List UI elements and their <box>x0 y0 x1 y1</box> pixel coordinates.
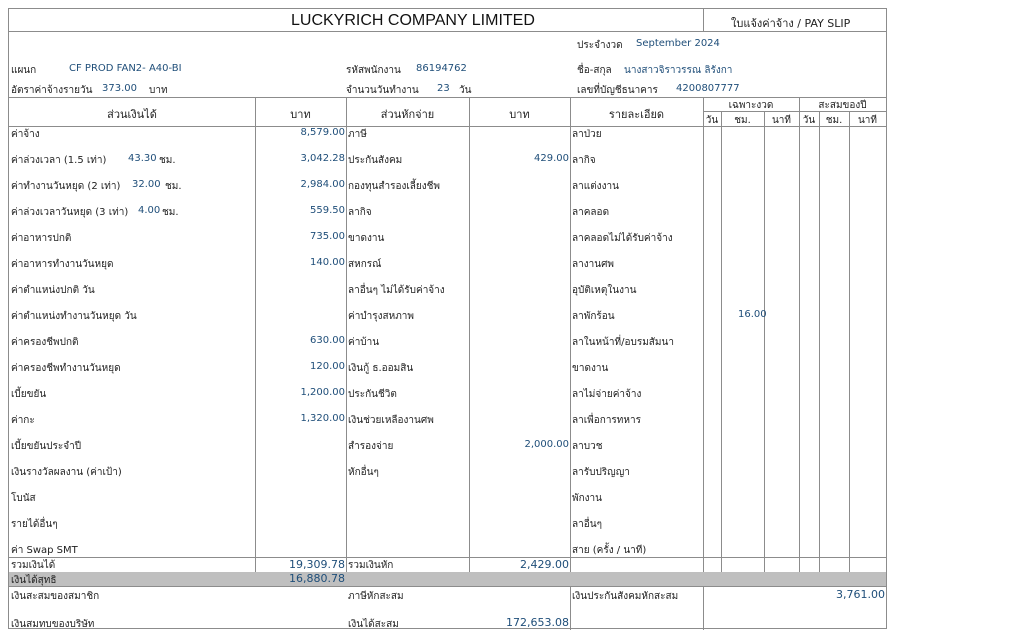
total-income-value: 19,309.78 <box>289 558 345 571</box>
leave-label-15: ลาอื่นๆ <box>572 519 602 530</box>
tax-accum-label: ภาษีหักสะสม <box>348 591 404 602</box>
dept-label: แผนก <box>11 65 37 76</box>
income-value-10: 1,200.00 <box>300 387 345 398</box>
leave-label-3: ลาคลอด <box>572 207 610 218</box>
total-deduction-value: 2,429.00 <box>520 558 569 571</box>
header-baht-deduction: บาท <box>509 108 530 121</box>
header-income: ส่วนเงินได้ <box>107 108 157 121</box>
income-label-5: ค่าอาหารทำงานวันหยุด <box>11 259 114 270</box>
header-day-ytd: วัน <box>802 115 816 126</box>
deduction-label-7: ค่าบำรุงสหภาพ <box>348 311 415 322</box>
income-label-0: ค่าจ้าง <box>11 129 40 140</box>
deduction-value-1: 429.00 <box>534 153 569 164</box>
total-income-label: รวมเงินได้ <box>11 560 56 571</box>
income-label-1: ค่าล่วงเวลา (1.5 เท่า) <box>11 155 107 166</box>
income-label-11: ค่ากะ <box>11 415 35 426</box>
header-baht-income: บาท <box>290 108 311 121</box>
income-label-15: รายได้อื่นๆ <box>11 519 58 530</box>
header-hour-period: ชม. <box>734 115 751 126</box>
deduction-label-10: ประกันชีวิต <box>348 389 397 400</box>
company-contribution-label: เงินสมทบของบริษัท <box>11 619 95 630</box>
header-minute-period: นาที <box>771 115 792 126</box>
emp-id-value: 86194762 <box>416 63 467 74</box>
income-accum-value: 172,653.08 <box>506 616 569 629</box>
name-label: ชื่อ-สกุล <box>577 65 612 76</box>
header-minute-ytd: นาที <box>857 115 878 126</box>
header-day-period: วัน <box>705 115 719 126</box>
income-unit-3: ชม. <box>162 207 179 218</box>
income-value-3: 559.50 <box>310 205 345 216</box>
deduction-label-5: สหกรณ์ <box>348 259 382 270</box>
leave-label-9: ขาดงาน <box>572 363 609 374</box>
bank-value: 4200807777 <box>676 83 740 94</box>
income-label-3: ค่าล่วงเวลาวันหยุด (3 เท่า) <box>11 207 129 218</box>
sso-accum-value: 3,761.00 <box>836 588 885 601</box>
deduction-label-4: ขาดงาน <box>348 233 385 244</box>
deduction-label-0: ภาษี <box>348 129 367 140</box>
deduction-label-11: เงินช่วยเหลืองานศพ <box>348 415 434 426</box>
income-label-4: ค่าอาหารปกติ <box>11 233 72 244</box>
header-hour-ytd: ชม. <box>825 115 843 126</box>
income-value-1: 3,042.28 <box>300 153 345 164</box>
income-qty-1: 43.30 <box>128 153 157 164</box>
income-label-2: ค่าทำงานวันหยุด (2 เท่า) <box>11 181 121 192</box>
leave-label-13: ลารับปริญญา <box>572 467 630 478</box>
bank-label: เลขที่บัญชีธนาคาร <box>577 85 658 96</box>
income-label-9: ค่าครองชีพทำงานวันหยุด <box>11 363 121 374</box>
deduction-label-1: ประกันสังคม <box>348 155 403 166</box>
workdays-value: 23 <box>437 83 450 94</box>
leave-label-0: ลาป่วย <box>572 129 602 140</box>
income-unit-1: ชม. <box>159 155 176 166</box>
deduction-label-6: ลาอื่นๆ ไม่ได้รับค่าจ้าง <box>348 285 445 296</box>
company-name: LUCKYRICH COMPANY LIMITED <box>291 12 535 29</box>
period-value: September 2024 <box>636 38 720 49</box>
deduction-label-3: ลากิจ <box>348 207 372 218</box>
total-deduction-label: รวมเงินหัก <box>348 560 394 571</box>
leave-label-8: ลาในหน้าที่/อบรมสัมนา <box>572 337 674 348</box>
header-this-period: เฉพาะงวด <box>728 100 774 111</box>
income-label-16: ค่า Swap SMT <box>11 545 78 556</box>
income-qty-2: 32.00 <box>132 179 161 190</box>
sso-accum-label: เงินประกันสังคมหักสะสม <box>572 591 679 602</box>
pay-slip <box>8 8 887 629</box>
deduction-label-9: เงินกู้ ธ.ออมสิน <box>348 363 414 374</box>
income-unit-2: ชม. <box>165 181 182 192</box>
header-ytd: สะสมของปี <box>818 100 867 111</box>
workdays-label: จำนวนวันทำงาน <box>346 85 419 96</box>
income-label-6: ค่าตำแหน่งปกติ วัน <box>11 285 95 296</box>
income-qty-3: 4.00 <box>138 205 161 216</box>
daily-rate-label: อัตราค่าจ้างรายวัน <box>11 85 93 96</box>
income-label-10: เบี้ยขยัน <box>11 389 47 400</box>
leave-label-10: ลาไม่จ่ายค่าจ้าง <box>572 389 642 400</box>
period-label: ประจำงวด <box>577 40 623 51</box>
leave-label-12: ลาบวช <box>572 441 603 452</box>
income-value-4: 735.00 <box>310 231 345 242</box>
leave-label-4: ลาคลอดไม่ได้รับค่าจ้าง <box>572 233 673 244</box>
deduction-label-2: กองทุนสำรองเลี้ยงชีพ <box>348 181 441 192</box>
deduction-label-13: หักอื่นๆ <box>348 467 379 478</box>
leave-hour-7: 16.00 <box>738 309 767 320</box>
income-value-9: 120.00 <box>310 361 345 372</box>
dept-value: CF PROD FAN2- A40-BI <box>69 63 182 74</box>
income-value-2: 2,984.00 <box>300 179 345 190</box>
emp-id-label: รหัสพนักงาน <box>346 65 401 76</box>
daily-rate-value: 373.00 <box>102 83 137 94</box>
income-label-14: โบนัส <box>11 493 36 504</box>
leave-label-5: ลางานศพ <box>572 259 615 270</box>
income-label-7: ค่าตำแหน่งทำงานวันหยุด วัน <box>11 311 137 322</box>
net-income-value: 16,880.78 <box>289 572 345 585</box>
name-value: นางสาวจิราวรรณ ลิรังกา <box>624 65 733 76</box>
leave-label-7: ลาพักร้อน <box>572 311 615 322</box>
deduction-label-12: สำรองจ่าย <box>348 441 394 452</box>
leave-label-2: ลาแต่งงาน <box>572 181 619 192</box>
workdays-unit: วัน <box>459 85 472 96</box>
income-label-13: เงินรางวัลผลงาน (ค่าเป้า) <box>11 467 122 478</box>
leave-label-14: พักงาน <box>572 493 602 504</box>
header-details: รายละเอียด <box>608 108 665 121</box>
leave-label-16: สาย (ครั้ง / นาที) <box>572 545 647 556</box>
deduction-value-12: 2,000.00 <box>524 439 569 450</box>
net-income-label: เงินได้สุทธิ <box>11 575 57 586</box>
payslip-title: ใบแจ้งค่าจ้าง / PAY SLIP <box>731 17 851 30</box>
leave-label-11: ลาเพื่อการทหาร <box>572 415 641 426</box>
net-income-bar <box>9 572 886 586</box>
income-accum-label: เงินได้สะสม <box>348 619 399 630</box>
income-value-5: 140.00 <box>310 257 345 268</box>
income-label-8: ค่าครองชีพปกติ <box>11 337 79 348</box>
income-value-0: 8,579.00 <box>300 127 345 138</box>
deduction-label-8: ค่าบ้าน <box>348 337 380 348</box>
income-label-12: เบี้ยขยันประจำปี <box>11 441 82 452</box>
header-deduction: ส่วนหักจ่าย <box>380 108 435 121</box>
daily-rate-unit: บาท <box>149 85 168 96</box>
leave-label-1: ลากิจ <box>572 155 596 166</box>
income-value-11: 1,320.00 <box>300 413 345 424</box>
member-accum-label: เงินสะสมของสมาชิก <box>11 591 100 602</box>
leave-label-6: อุบัติเหตุในงาน <box>572 285 637 296</box>
income-value-8: 630.00 <box>310 335 345 346</box>
